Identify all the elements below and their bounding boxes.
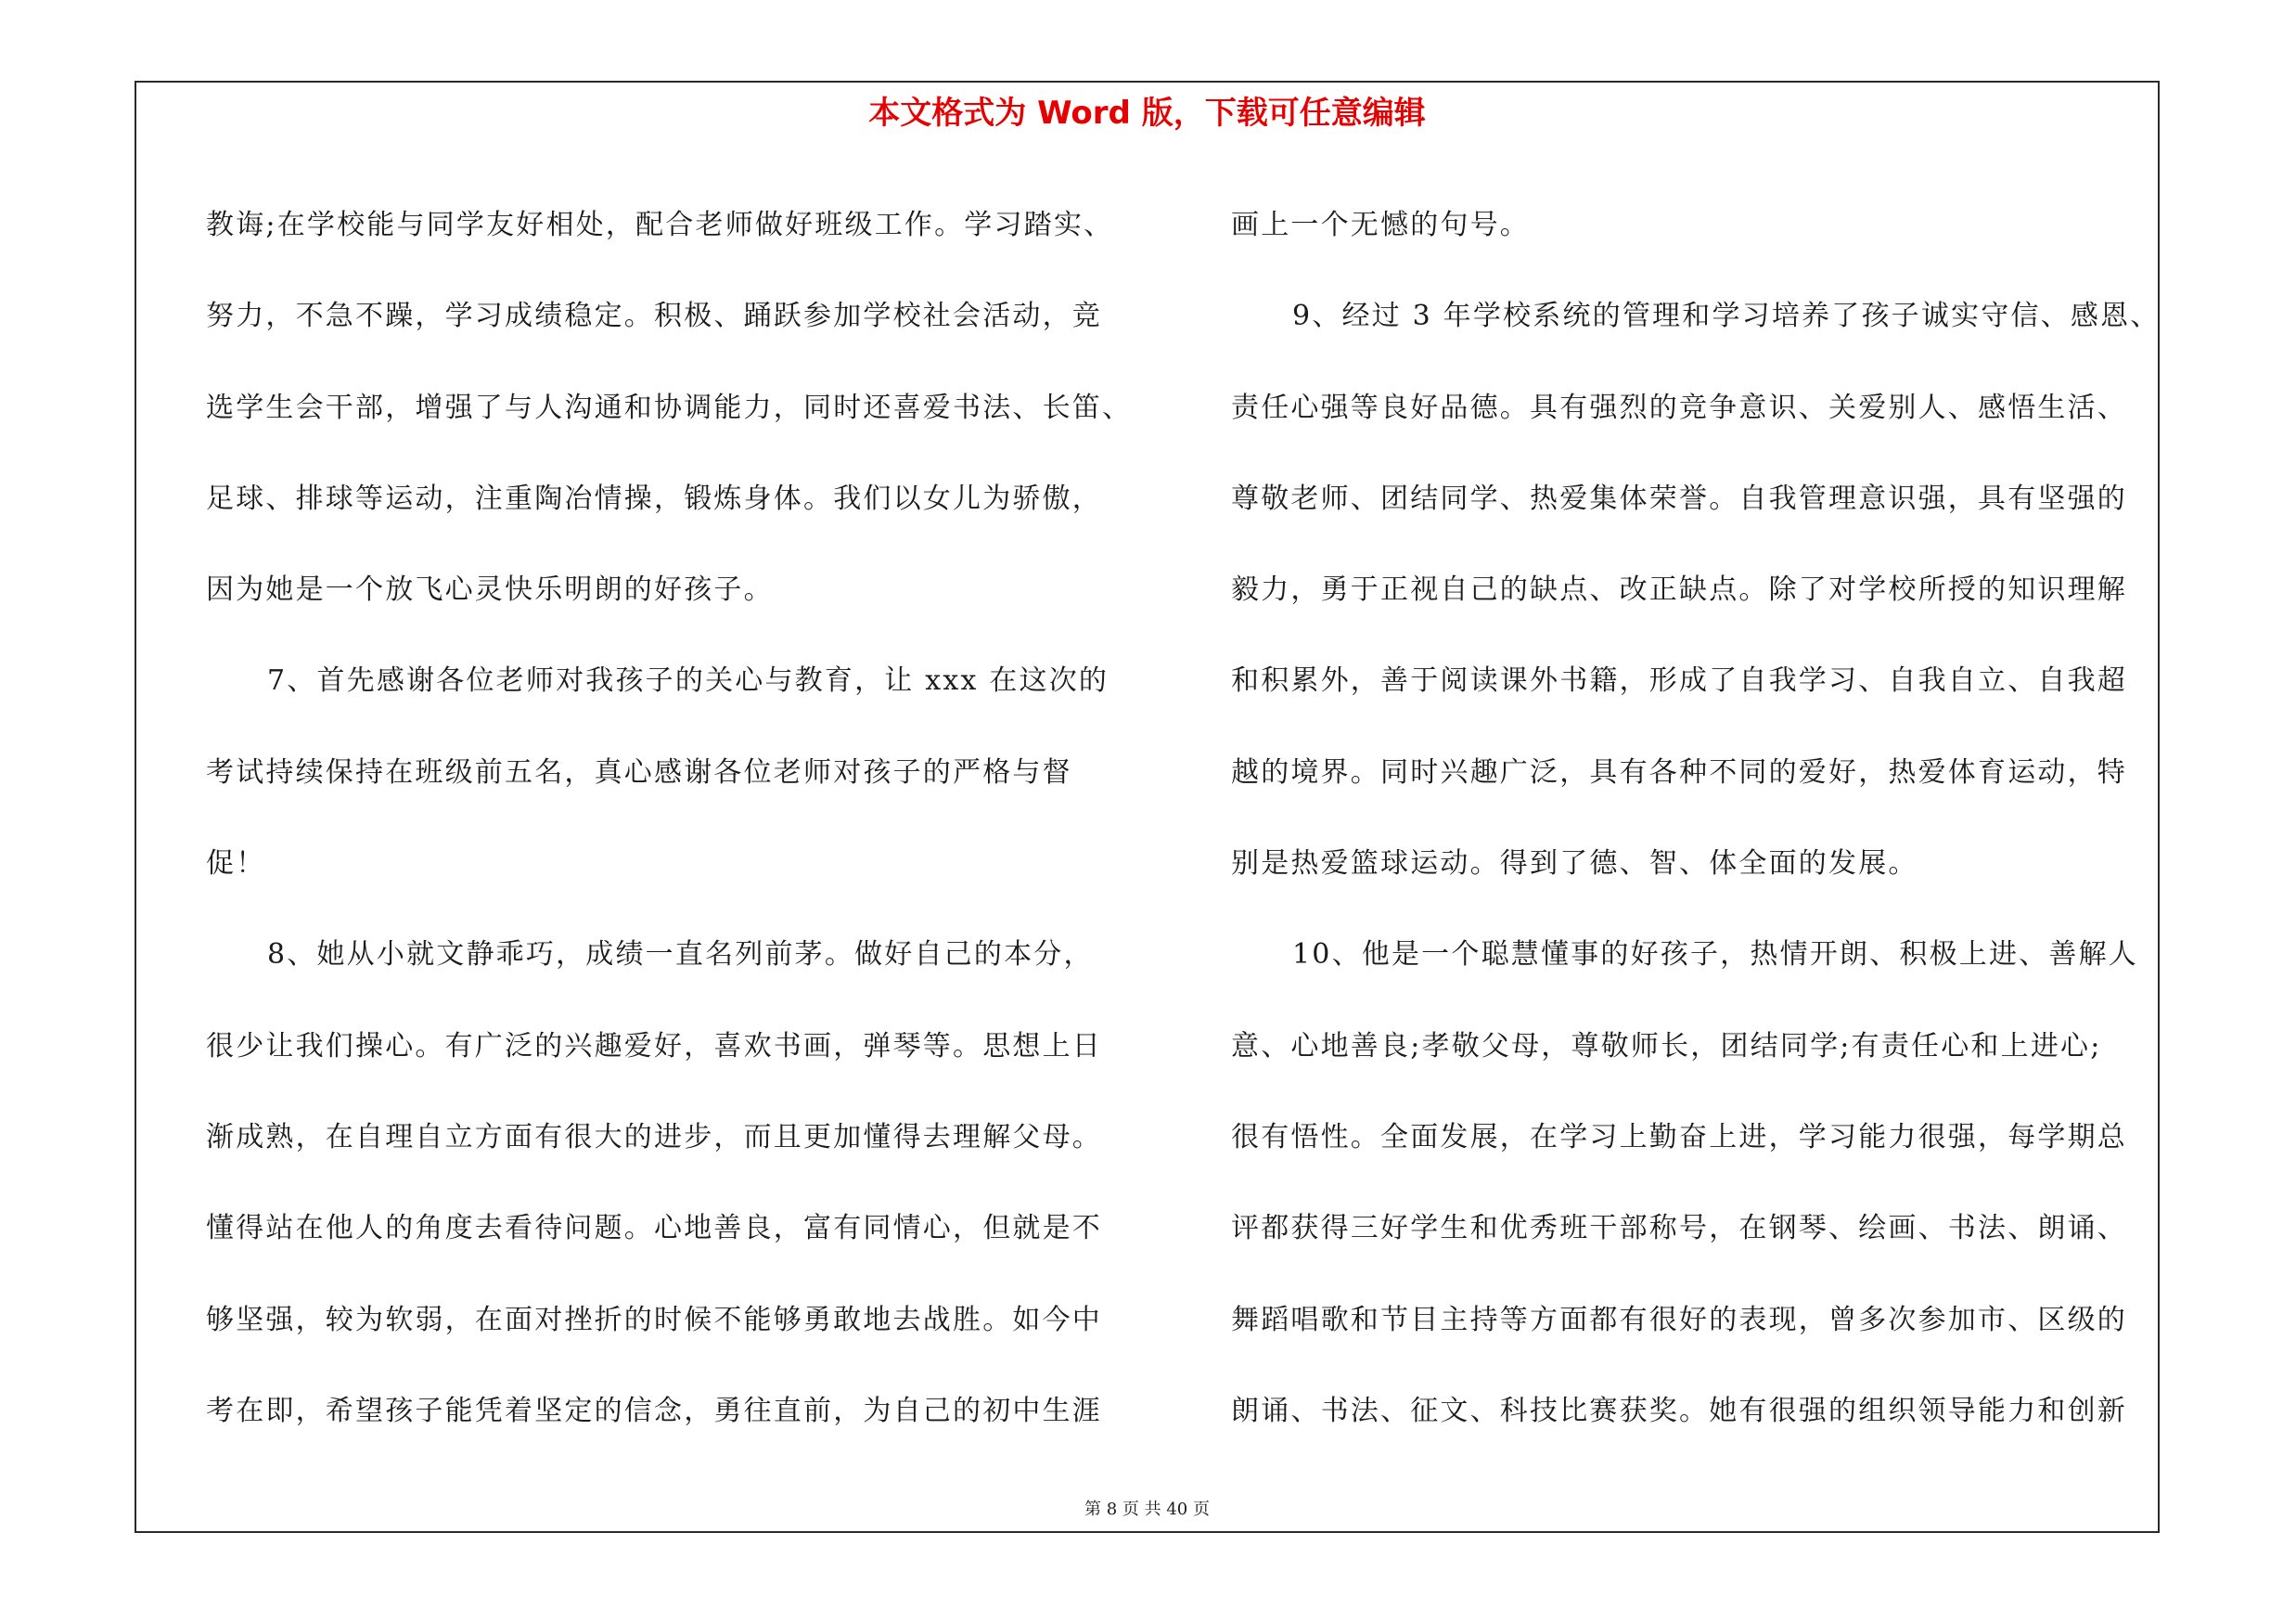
text-line: 渐成熟，在自理自立方面有很大的进步，而且更加懂得去理解父母。 xyxy=(206,1120,1102,1153)
text-line: 和积累外，善于阅读课外书籍，形成了自我学习、自我自立、自我超 xyxy=(1231,664,2127,698)
text-line: 7、首先感谢各位老师对我孩子的关心与教育，让 xxx 在这次的 xyxy=(267,664,1110,698)
text-line: 朗诵、书法、征文、科技比赛获奖。她有很强的组织领导能力和创新 xyxy=(1231,1394,2127,1427)
paragraph-right-1 xyxy=(1231,180,2168,271)
text-line: 意、心地善良;孝敬父母，尊敬师长，团结同学;有责任心和上进心; xyxy=(1231,1029,2102,1063)
text-line: 足球、排球等运动，注重陶冶情操，锻炼身体。我们以女儿为骄傲， xyxy=(206,482,1102,515)
text-line: 考试持续保持在班级前五名，真心感谢各位老师对孩子的严格与督 xyxy=(206,755,1072,789)
text-line: 考在即，希望孩子能凭着坚定的信念，勇往直前，为自己的初中生涯 xyxy=(206,1394,1102,1427)
text-line: 促！ xyxy=(206,847,266,881)
text-line: 很少让我们操心。有广泛的兴趣爱好，喜欢书画，弹琴等。思想上日 xyxy=(206,1029,1102,1063)
text-line: 8、她从小就文静乖巧，成绩一直名列前茅。做好自己的本分， xyxy=(267,938,1094,972)
paragraph-right-3 xyxy=(1231,909,2168,1457)
text-line: 10、他是一个聪慧懂事的好孩子，热情开朗、积极上进、善解人 xyxy=(1292,938,2138,972)
text-line: 因为她是一个放飞心灵快乐明朗的好孩子。 xyxy=(206,573,774,607)
left-column xyxy=(206,180,1134,1457)
text-line: 懂得站在他人的角度去看待问题。心地善良，富有同情心，但就是不 xyxy=(206,1212,1102,1245)
text-line: 够坚强，较为软弱，在面对挫折的时候不能够勇敢地去战胜。如今中 xyxy=(206,1303,1102,1336)
paragraph-left-1 xyxy=(206,180,1134,636)
text-line: 努力，不急不躁，学习成绩稳定。积极、踊跃参加学校社会活动，竞 xyxy=(206,300,1102,333)
text-line: 选学生会干部，增强了与人沟通和协调能力，同时还喜爱书法、长笛、 xyxy=(206,391,1133,424)
document-page xyxy=(135,81,2160,1533)
text-line: 别是热爱篮球运动。得到了德、智、体全面的发展。 xyxy=(1231,847,1918,881)
text-line: 越的境界。同时兴趣广泛，具有各种不同的爱好，热爱体育运动，特 xyxy=(1231,755,2127,789)
right-column xyxy=(1231,180,2168,1457)
text-line: 舞蹈唱歌和节目主持等方面都有很好的表现，曾多次参加市、区级的 xyxy=(1231,1303,2127,1336)
text-line: 责任心强等良好品德。具有强烈的竞争意识、关爱别人、感悟生活、 xyxy=(1231,391,2127,424)
page-number: 第 8 页 共 40 页 xyxy=(1084,1500,1210,1519)
text-line: 尊敬老师、团结同学、热爱集体荣誉。自我管理意识强，具有坚强的 xyxy=(1231,482,2127,515)
paragraph-left-2 xyxy=(206,636,1134,909)
paragraph-left-3 xyxy=(206,909,1134,1457)
text-line: 画上一个无憾的句号。 xyxy=(1231,209,1530,241)
text-line: 教诲;在学校能与同学友好相处，配合老师做好班级工作。学习踏实、 xyxy=(206,209,1114,241)
text-line: 毅力，勇于正视自己的缺点、改正缺点。除了对学校所授的知识理解 xyxy=(1231,573,2127,607)
text-line: 很有悟性。全面发展，在学习上勤奋上进，学习能力很强，每学期总 xyxy=(1231,1120,2127,1153)
word-format-banner: 本文格式为 Word 版，下载可任意编辑 xyxy=(868,95,1426,132)
text-line: 9、经过 3 年学校系统的管理和学习培养了孩子诚实守信、感恩、 xyxy=(1292,300,2161,333)
text-line: 评都获得三好学生和优秀班干部称号，在钢琴、绘画、书法、朗诵、 xyxy=(1231,1212,2127,1245)
paragraph-right-2 xyxy=(1231,271,2168,909)
